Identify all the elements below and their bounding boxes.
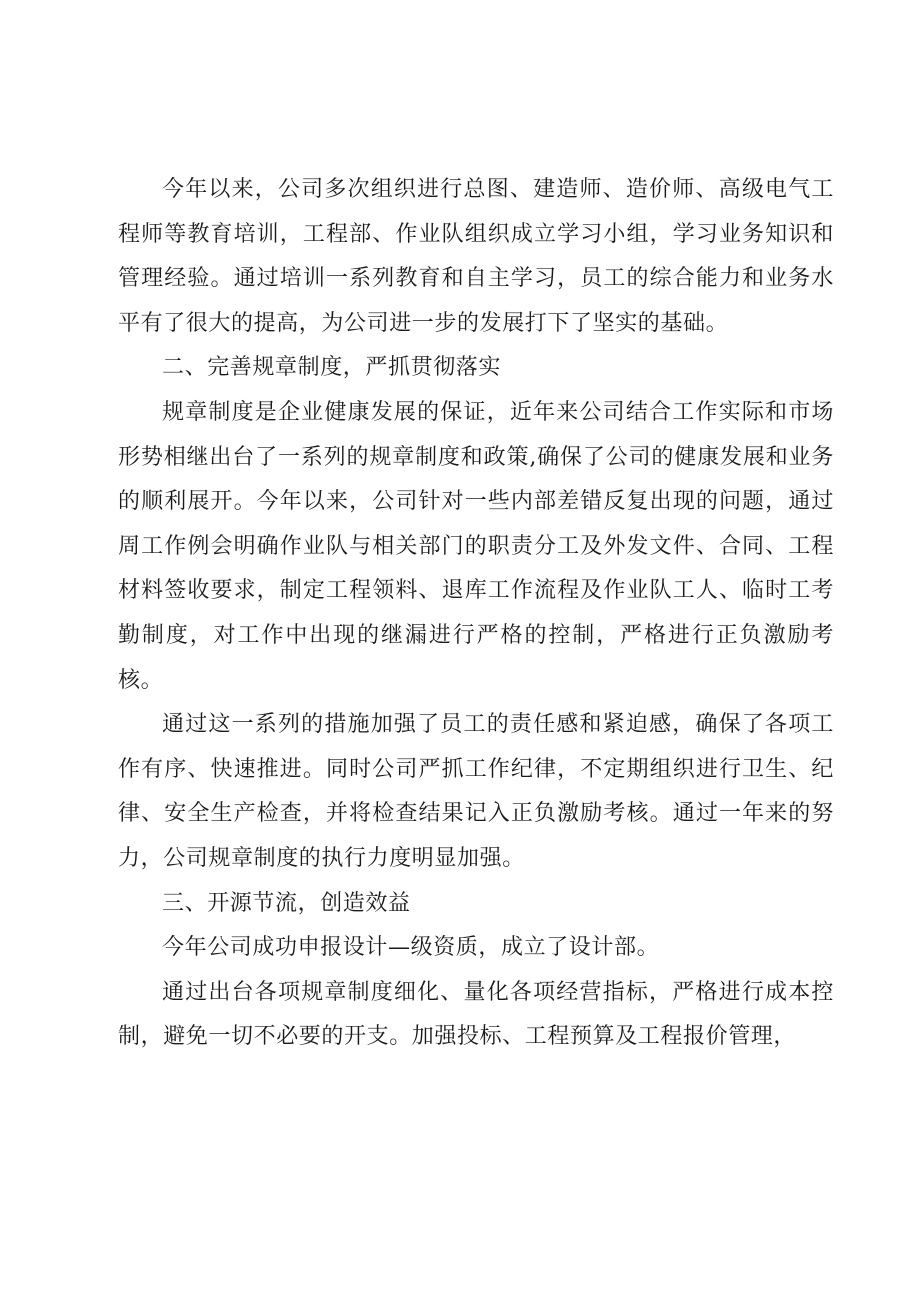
paragraph-qualification: 今年公司成功申报设计—级资质，成立了设计部。 [162,935,660,961]
paragraph-rules: 规章制度是企业健康发展的保证，近年来公司结合工作实际和市场形势相继出台了一系列的规章制度和政策,确保了公司的健康发展和业务的顺利展开。今年以来，公司针对一些内部差错反复出现的问题，通过周工作例会明确作业队与相关部门的职责分工及外发文件、合同、工程材料签收要求，制定工程领料、退库工作流程及作业队工人、临时工考勤制度，对工作中出现的继漏进行严格的控制，严格进行正负激励考核。 [118,399,834,693]
paragraph-measures: 通过这一系列的措施加强了员工的责任感和紧迫感，确保了各项工作有序、快速推进。同时公司严抓工作纪律，不定期组织进行卫生、纪律、安全生产检查，并将检查结果记入正负激励考核。通过一年来的努力，公司规章制度的执行力度明显加强。 [118,712,834,871]
paragraph-training: 今年以来，公司多次组织进行总图、建造师、造价师、高级电气工程师等教育培训，工程部、作业队组织成立学习小组，学习业务知识和管理经验。通过培训一系列教育和自主学习，员工的综合能力和业务水平有了很大的提高，为公司进一步的发展打下了坚实的基础。 [118,177,834,336]
section-heading-efficiency: 三、开源节流，创造效益 [162,890,411,916]
document-body [118,168,834,1060]
paragraph-cost-control: 通过出台各项规章制度细化、量化各项经营指标，严格进行成本控制，避免一切不必要的开支。加强投标、工程预算及工程报价管理， [118,979,834,1050]
section-heading-rules: 二、完善规章制度，严抓贯彻落实 [162,355,502,381]
